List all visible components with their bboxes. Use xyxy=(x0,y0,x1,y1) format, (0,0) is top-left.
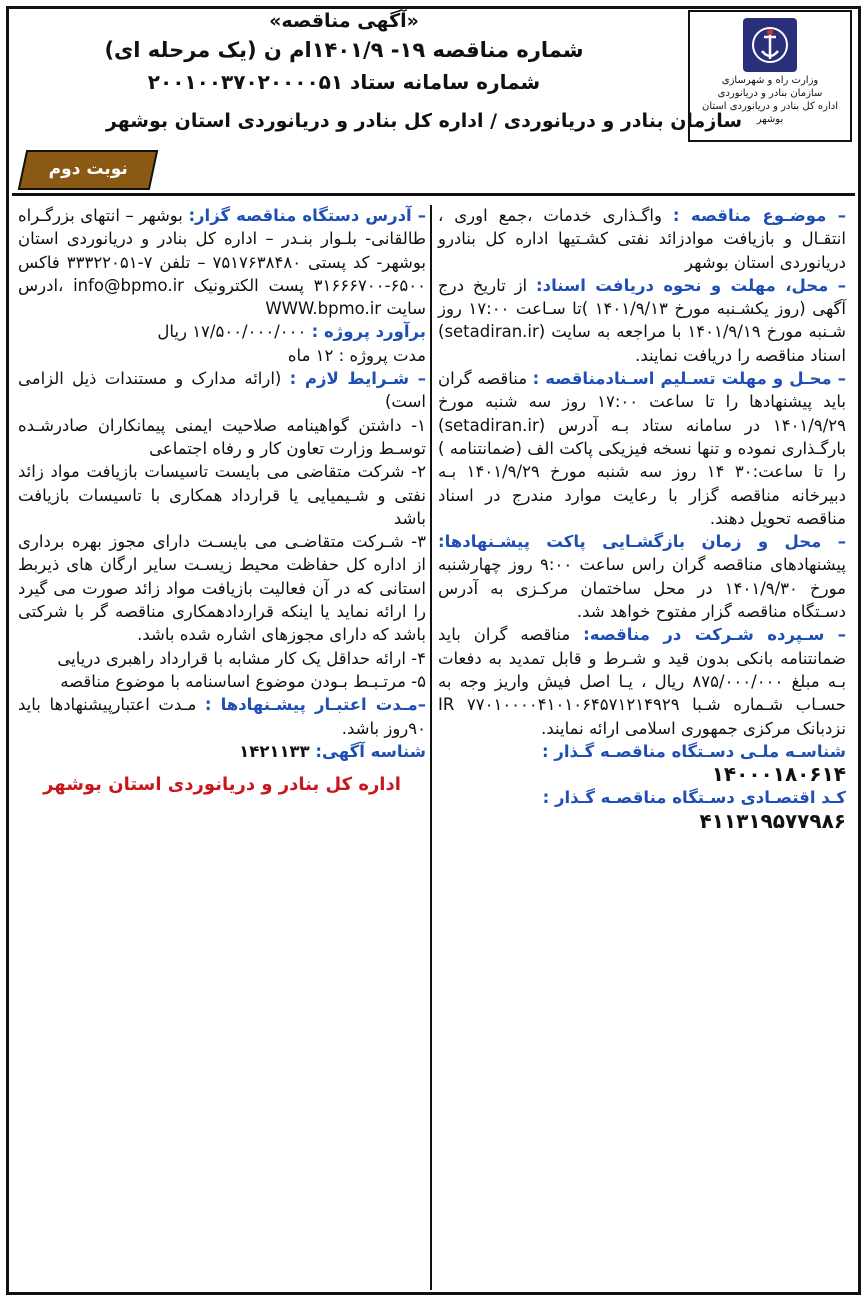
tender-number: شماره مناقصه ۱۹- ۱۴۰۱/۹ام ن (یک مرحله ای) xyxy=(104,38,584,62)
subject-section xyxy=(438,204,846,274)
national-id-label: شناسـه ملـی دسـتگاه مناقصـه گـذار : xyxy=(541,741,846,761)
validity-text: مـدت اعتبارپیشنهادها باید ۹۰روز باشد. xyxy=(18,695,426,738)
signature: اداره کل بنادر و دریانوردی استان بوشهر xyxy=(43,774,401,796)
economic-code: ۴۱۱۳۱۹۵۷۷۹۸۶ xyxy=(699,808,846,833)
organization-name: سازمان بنادر و دریانوردی / اداره کل بنادر و دریانوردی استان بوشهر xyxy=(105,110,743,132)
column-divider xyxy=(430,205,432,1290)
docs-text: از تاریخ درج آگهی (روز یکشـنبه مورخ ۱۴۰۱/۹/۱۳ )تا سـاعت ۱۷:۰۰ روز شـنبه مورخ ۱۴۰۱/۹/۱۹ با مراجعه به سایت (setadiran.ir) اسناد مناقصه را دریافت نمایند. xyxy=(438,275,846,365)
estimate-section xyxy=(18,320,426,343)
logo-line-org: سازمان بنادر و دریانوردی xyxy=(717,88,823,99)
round-badge xyxy=(18,150,159,190)
condition-item: ۴- ارائه حداقل یک کار مشابه با قرارداد راهبری دریایی xyxy=(57,648,426,668)
setad-number: شماره سامانه ستاد ۲۰۰۱۰۰۳۷۰۲۰۰۰۰۵۱ xyxy=(147,70,541,94)
open-text: پیشنهادهای مناقصه گران راس ساعت ۹:۰۰ روز چهارشنبه مورخ ۱۴۰۱/۹/۳۰ در محل ساختمان مرکـزی به آدرس دسـتگاه مناقصه گزار مفتوح خواهد شد. xyxy=(438,555,846,622)
open-label: – محل و زمان بازگشـایی پاکت پیشـنهادها: xyxy=(438,532,846,552)
submit-text: مناقصه گران باید پیشنهادها را تا ساعت ۱۷:۰۰ روز سه شنبه مورخ ۱۴۰۱/۹/۲۹ در سامانه ستاد بـه آدرس (setadiran.ir) بارگـذاری نموده و تنها نسخه فیزیکی پاکت الف (ضمانتنامه ) را تا ساعت:۳۰ ۱۴ روز سه شنبه مورخ ۱۴۰۱/۹/۲۹ بـه دبیرخانه مناقصه گزار با رعایت موارد مندرج در اسناد مناقصه تحویل دهند. xyxy=(438,369,846,528)
docs-section xyxy=(438,274,846,367)
left-column xyxy=(18,204,426,796)
duration-text: مدت پروژه : ۱۲ ماه xyxy=(287,345,426,365)
estimate-text: ۱۷/۵۰۰/۰۰۰/۰۰۰ ریال xyxy=(157,322,312,342)
address-label: – آدرس دستگاه مناقصه گزار: xyxy=(188,206,426,225)
ad-id: ۱۴۲۱۱۳۳ xyxy=(239,741,316,761)
round-badge-label: نوبت دوم xyxy=(48,159,128,179)
condition-item: ۵- مرتـبـط بـودن موضوع اساسنامه با موضوع مناقصه xyxy=(60,671,426,691)
national-id-section xyxy=(438,740,846,763)
submit-label: – محـل و مهلت تسـلیم اسـنادمناقصه : xyxy=(532,369,846,389)
header xyxy=(14,10,852,150)
economic-code-label: کـد اقتصـادی دسـتگاه مناقصـه گـذار : xyxy=(542,788,846,808)
validity-label: –مـدت اعتبـار پیشـنهادها : xyxy=(204,695,426,715)
subject-text: واگـذاری خدمات ،جمع اوری ، انتقـال و بازیافت موادزائد نفتی کشـتیها اداره کل بنادرو دریانوردی استان بوشهر xyxy=(438,206,846,272)
estimate-label: برآورد پروژه : xyxy=(311,322,426,342)
condition-item: ۳- شـرکت متقاضـی می بایسـت دارای مجوز بهره برداری از اداره کل حفاظت محیط زیسـت سایر ارگان های ذیربط استانی که در آن فعالیت بازیافت مواد زائد صورت می گیرد را ارائه نماید یا اینکه قراردادهمکاری مناقصه گر با شرکتی باشد که دارای مجوزهای اشاره شده باشد. xyxy=(18,532,426,645)
condition-item: ۱- داشتن گواهینامه صلاحیت ایمنی پیمانکاران صادرشـده توسـط وزارت تعاون کار و رفاه اجتماعی xyxy=(18,415,426,458)
open-section xyxy=(438,530,846,623)
ad-id-section xyxy=(18,740,426,763)
logo-line-office: اداره کل بنادر و دریانوردی استان بوشهر xyxy=(701,101,838,125)
national-id: ۱۴۰۰۰۱۸۰۶۱۴ xyxy=(711,762,846,787)
deposit-text: مناقصه گران باید ضمانتنامه بانکی بدون قید و شـرط و قابل تمدید به دفعات بـه مبلغ ۸۷۵/۰۰۰/۰۰۰ ریال ، یـا اصل فیش واریز وجه به حسـاب شـماره شـبا IR ۷۷۰۱۰۰۰۰۴۱۰۱۰۶۴۵۷۱۲۱۴۹۲۹ نزدبانک مرکزی جمهوری اسلامی ارائه نمایند. xyxy=(438,625,846,738)
ad-title: «آگهی مناقصه» xyxy=(269,10,419,32)
ports-logo-icon xyxy=(743,18,797,72)
address-text: بوشهر – انتهای بزرگـراه طالقانی- بلـوار بنـدر – اداره کل بنادر و دریانوردی استان بوشهر- کد پستی ۷۵۱۷۶۳۸۴۸۰ – تلفن ۷-۳۳۳۲۲۰۵۱ فاکس ۶۵۰۰-۳۱۶۶۶۷۰۰ پست الکترونیک info@bpmo.ir ،ادرس سایت WWW.bpmo.ir xyxy=(18,206,426,319)
deposit-label: – سـپرده شـرکت در مناقصه: xyxy=(583,625,847,645)
docs-label: – محل، مهلت و نحوه دریافت اسناد: xyxy=(536,275,846,295)
subject-label: – موضـوع مناقصه : xyxy=(672,206,846,225)
validity-section xyxy=(18,693,426,740)
deposit-section xyxy=(438,623,846,739)
ad-id-label: شناسه آگهی: xyxy=(315,741,426,761)
conditions-section xyxy=(18,367,426,414)
economic-code-section xyxy=(438,786,846,809)
header-divider xyxy=(12,193,855,196)
submit-section xyxy=(438,367,846,530)
right-column xyxy=(438,204,846,833)
conditions-label: – شـرایط لازم : xyxy=(289,369,427,389)
condition-item: ۲- شرکت متقاضی می بایست تاسیسات بازیافت مواد زائد نفتی و شـیمیایی یا قرارداد همکاری با تاسیسات بازیافت باشد xyxy=(18,462,426,528)
conditions-text: (ارائه مدارک و مستندات ذیل الزامی است) xyxy=(18,369,426,412)
address-section xyxy=(18,204,426,320)
logo-line-ministry: وزارت راه و شهرسازی xyxy=(721,75,819,86)
